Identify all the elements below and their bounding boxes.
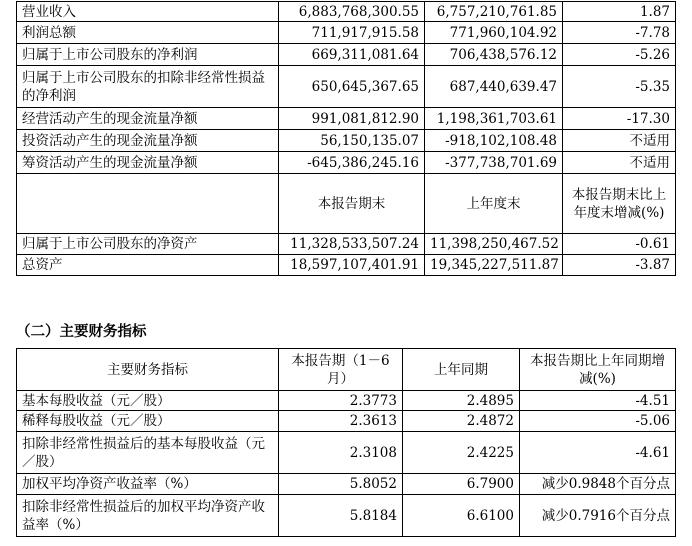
change-value: 不适用: [563, 152, 676, 174]
current-value: 18,597,107,401.91: [279, 255, 425, 276]
row-label: 利润总额: [17, 22, 279, 44]
previous-value: 687,440,639.47: [425, 66, 563, 108]
table-row: [17, 130, 676, 152]
row-label: 筹资活动产生的现金流量净额: [17, 152, 279, 174]
current-value: 56,150,135.07: [279, 130, 425, 152]
header-current-period: 本报告期（1－6月）: [279, 349, 403, 391]
current-value: 2.3613: [279, 411, 403, 432]
change-value: 不适用: [563, 130, 676, 152]
previous-value: -377,738,701.69: [425, 152, 563, 174]
row-label: 基本每股收益（元／股）: [17, 391, 279, 411]
current-value: 5.8184: [279, 495, 403, 537]
table-header-row: [17, 174, 676, 234]
table-header-row: [17, 349, 676, 391]
change-value: 1.87: [563, 2, 676, 22]
current-value: -645,386,245.16: [279, 152, 425, 174]
header-prior-year-end: 上年度末: [425, 174, 563, 234]
row-label: 归属于上市公司股东的净资产: [17, 234, 279, 255]
change-value: 减少0.9848个百分点: [520, 474, 676, 495]
table-row: [17, 474, 676, 495]
previous-value: 19,345,227,511.87: [425, 255, 563, 276]
change-value: -4.61: [520, 432, 676, 474]
header-change-pct: 本报告期比上年同期增减(%): [520, 349, 676, 391]
row-label: 营业收入: [17, 2, 279, 22]
header-indicator: 主要财务指标: [17, 349, 279, 391]
table-row: [17, 255, 676, 276]
header-change-pct: 本报告期末比上年度末增减(%): [563, 174, 676, 234]
table-row: [17, 391, 676, 411]
table-row: [17, 66, 676, 108]
previous-value: 6.6100: [403, 495, 520, 537]
table-row: [17, 2, 676, 22]
current-value: 11,328,533,507.24: [279, 234, 425, 255]
change-value: -7.78: [563, 22, 676, 44]
current-value: 991,081,812.90: [279, 108, 425, 130]
key-financial-indicators-table: [16, 348, 676, 537]
current-value: 669,311,081.64: [279, 44, 425, 66]
previous-value: 2.4895: [403, 391, 520, 411]
table-row: [17, 495, 676, 537]
previous-value: 2.4225: [403, 432, 520, 474]
table-row: [17, 108, 676, 130]
previous-value: 6.7900: [403, 474, 520, 495]
header-prior-period: 上年同期: [403, 349, 520, 391]
empty-header-cell: [17, 174, 279, 234]
change-value: -5.06: [520, 411, 676, 432]
table-row: [17, 234, 676, 255]
row-label: 稀释每股收益（元／股）: [17, 411, 279, 432]
key-accounting-data-table: [16, 1, 676, 276]
previous-value: 1,198,361,703.61: [425, 108, 563, 130]
table-row: [17, 22, 676, 44]
row-label: 归属于上市公司股东的净利润: [17, 44, 279, 66]
change-value: -0.61: [563, 234, 676, 255]
table-row: [17, 432, 676, 474]
previous-value: 6,757,210,761.85: [425, 2, 563, 22]
change-value: -3.87: [563, 255, 676, 276]
header-period-end: 本报告期末: [279, 174, 425, 234]
previous-value: 11,398,250,467.52: [425, 234, 563, 255]
change-value: -5.26: [563, 44, 676, 66]
change-value: 减少0.7916个百分点: [520, 495, 676, 537]
current-value: 6,883,768,300.55: [279, 2, 425, 22]
table-row: [17, 411, 676, 432]
change-value: -17.30: [563, 108, 676, 130]
table-row: [17, 152, 676, 174]
row-label: 经营活动产生的现金流量净额: [17, 108, 279, 130]
row-label: 加权平均净资产收益率（%）: [17, 474, 279, 495]
row-label: 扣除非经常性损益后的加权平均净资产收益率（%）: [17, 495, 279, 537]
current-value: 5.8052: [279, 474, 403, 495]
row-label: 归属于上市公司股东的扣除非经常性损益的净利润: [17, 66, 279, 108]
row-label: 扣除非经常性损益后的基本每股收益（元／股）: [17, 432, 279, 474]
previous-value: 2.4872: [403, 411, 520, 432]
current-value: 2.3773: [279, 391, 403, 411]
previous-value: -918,102,108.48: [425, 130, 563, 152]
current-value: 711,917,915.58: [279, 22, 425, 44]
change-value: -5.35: [563, 66, 676, 108]
change-value: -4.51: [520, 391, 676, 411]
previous-value: 771,960,104.92: [425, 22, 563, 44]
section-title: （二）主要财务指标: [16, 323, 147, 340]
previous-value: 706,438,576.12: [425, 44, 563, 66]
row-label: 投资活动产生的现金流量净额: [17, 130, 279, 152]
row-label: 总资产: [17, 255, 279, 276]
table-row: [17, 44, 676, 66]
current-value: 2.3108: [279, 432, 403, 474]
current-value: 650,645,367.65: [279, 66, 425, 108]
